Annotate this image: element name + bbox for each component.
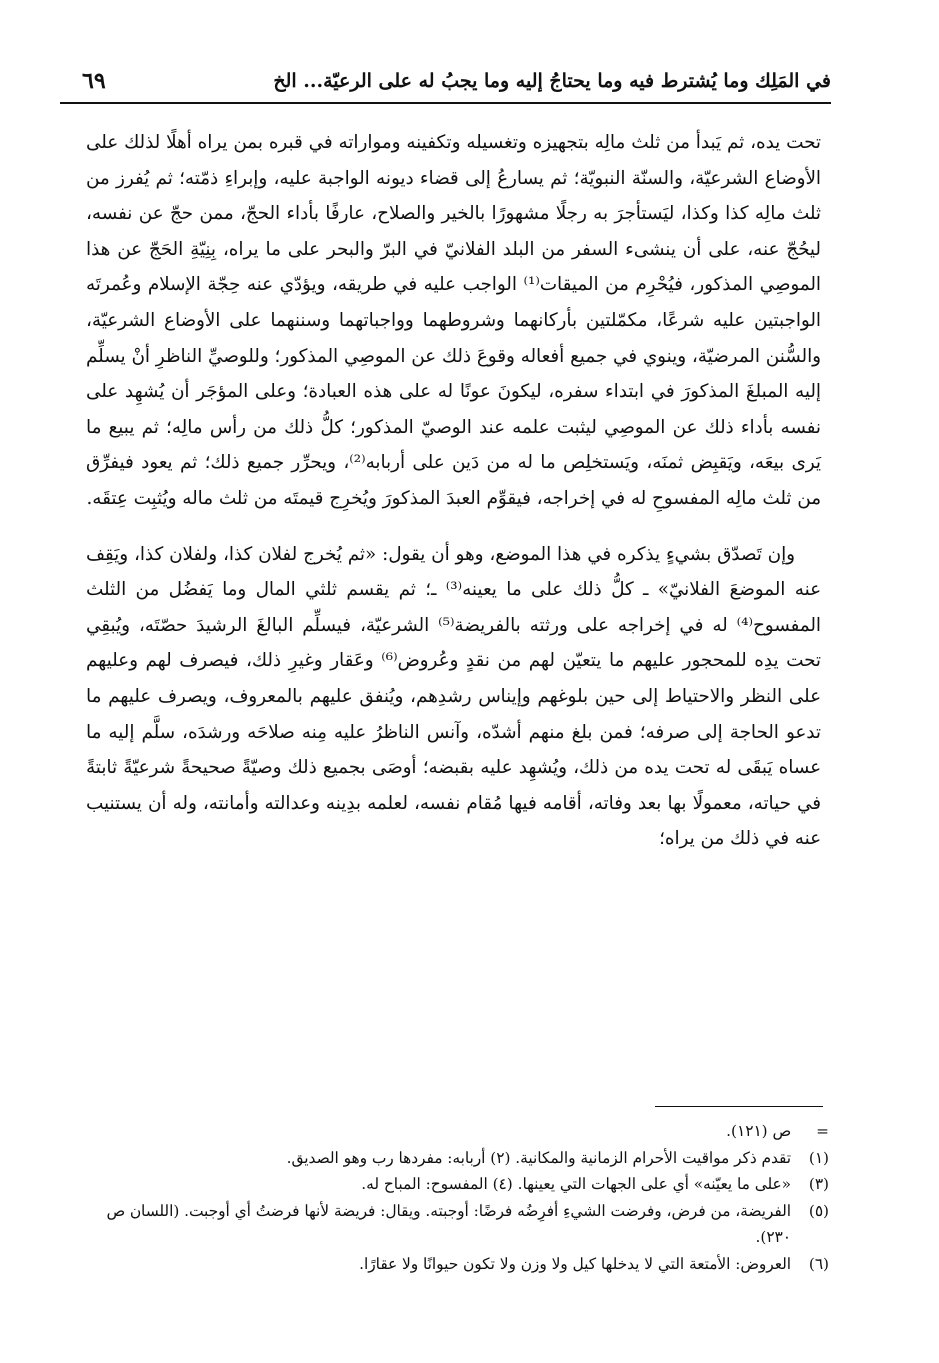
footnote-1 xyxy=(80,1145,829,1172)
footnote-marker: (٦) xyxy=(808,1254,829,1273)
footnote-marker: (٥) xyxy=(808,1201,829,1220)
footnotes xyxy=(80,1118,829,1277)
footnote-divider xyxy=(655,1106,823,1107)
footnote-text: ص (١٢١). xyxy=(726,1122,791,1140)
page-header xyxy=(60,68,831,104)
footnote-5 xyxy=(80,1198,829,1251)
footnote-3 xyxy=(80,1171,829,1198)
footnote-continuation xyxy=(80,1118,829,1145)
footnote-6 xyxy=(80,1251,829,1278)
running-head: في المَلِك وما يُشترط فيه وما يحتاجُ إليه وما يجبُ له على الرعيّة... الخ xyxy=(273,70,831,92)
footnote-text: تقدم ذكر مواقيت الأحرام الزمانية والمكانية. (٢) أربابه: مفردها رب وهو الصديق. xyxy=(286,1148,791,1167)
footnote-marker: = xyxy=(816,1122,829,1140)
main-text xyxy=(86,125,821,857)
footnote-marker: (١) xyxy=(808,1148,829,1167)
footnote-text: «على ما يعيّنه» أي على الجهات التي يعينها. (٤) المفسوح: المباح له. xyxy=(361,1175,791,1193)
paragraph-2: وإن تَصدّق بشيءٍ يذكره في هذا الموضع، وهو أن يقول: «ثم يُخرج لفلان كذا، ولفلان كذا، ويَقِف عنه الموضعَ الفلانيّ» ـ كلُّ ذلك على ما يعينه⁽³⁾ ـ؛ ثم يقسم ثلثي المال وما يَفضُل من الثلث المفسوح⁽⁴⁾ له في إخراجه على ورثته بالفريضة⁽⁵⁾ الشرعيّة، فيسلِّم البالغَ الرشيدَ حصّتَه، ويُبقِي تحت يدِه للمحجور عليهم ما يتعيّن لهم من نقدٍ وعُروض⁽⁶⁾ وعَقار وغيرِ ذلك، فيصرف لهم وعليهم على النظر والاحتياط إلى حين بلوغهم وإيناس رشدِهم، ويُنفق عليهم بالمعروف، ويصرف عليهم ما تدعو الحاجة إلى صرفه؛ فمن بلغ منهم أشدّه، وآنس الناظرُ عليه مِنه صلاحَه ورشدَه، سلَّم إليه ما عساه يَبقَى له تحت يده من ذلك، ويُشهِد عليه بقبضه؛ أوصَى بجميع ذلك وصيّةً صحيحةً شرعيّةً ثابتةً في حياته، معمولًا بها بعد وفاته، أقامه فيها مُقام نفسه، لعلمه بدِينه وعدالته وأمانته، وله أن يستنيب عنه في ذلك من يراه؛ xyxy=(86,543,821,850)
footnote-text: العروض: الأمتعة التي لا يدخلها كيل ولا وزن ولا تكون حيوانًا ولا عقارًا. xyxy=(359,1254,791,1273)
paragraph-1: تحت يده، ثم يَبدأ من ثلث مالِه بتجهيزه وتغسيله وتكفينه ومواراته في قبره بمن يراه أهلًا لذلك على الأوضاع الشرعيّة، والسنّة النبويّة؛ ثم يسارعُ إلى قضاء ديونه الواجبة عليه، وإبراءِ ذمّته؛ ثم يُفرز من ثلث مالِه كذا وكذا، ليَستأجرَ به رجلًا مشهورًا بالخير والصلاح، عارفًا بأداء الحجّ، ممن حجّ عن نفسه، ليحُجّ عنه، على أن ينشىء السفر من البلد الفلانيّ في البرّ والبحر على ما يراه، بِنِيّةِ الحَجّ عن هذا الموصِي المذكور، فيُحْرِم من الميقات⁽¹⁾ الواجب عليه في طريقه، ويؤدّي عنه حِجّة الإسلام وعُمرتَه الواجبتين عليه شرعًا، مكمّلتين بأركانهما وشروطهما وواجباتهما وسننهما على الأوضاع الشرعيّة، والسُّنن المرضيّة، وينوي في جميع أفعاله وقوعَ ذلك عن الموصِي المذكور؛ وللوصيِّ الناظرِ أنْ يسلِّم إليه المبلغَ المذكورَ في ابتداء سفره، ليكونَ عونًا له على هذه العبادة؛ وعلى المؤجَر أن يُشهِد على نفسه بأداء ذلك عن الموصِي ليثبت علمه عند الوصيّ المذكور؛ كلُّ ذلك من رأس مالِه؛ ثم يبيع ما يَرى بيعَه، ويَقبِض ثمنَه، ويَستخلِص ما له من دَين على أربابه⁽²⁾، ويحرِّر جميع ذلك؛ ثم يعود فيفرِّق من ثلث مالِه المفسوحِ له في إخراجه، فيقوِّم العبدَ المذكورَ ويُخرِج قيمتَه من ثلث ماله ويُثبِت عِتقَه. xyxy=(86,132,822,509)
footnote-text: الفريضة، من فرض، وفرضت الشيءِ أفرِضُه فرضًا: أوجبته. ويقال: فريضة لأنها فرضتُ أي أوجبت. (اللسان ص ٢٣٠). xyxy=(106,1201,791,1246)
page-number: ٦٩ xyxy=(82,68,106,94)
footnote-marker: (٣) xyxy=(808,1175,829,1193)
